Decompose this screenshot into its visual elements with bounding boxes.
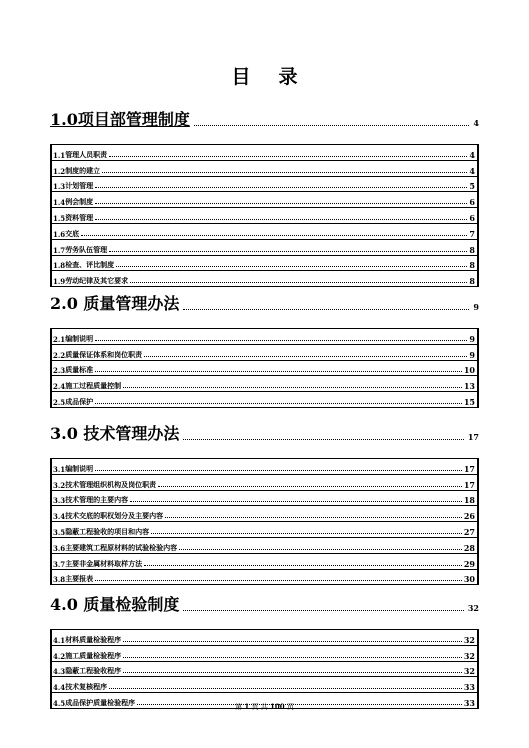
entry-page-number: 18 [463,495,475,506]
entry-page-number: 7 [469,228,475,239]
section-title: 1.0项目部管理制度 [50,110,190,129]
toc-entry[interactable] [52,271,477,286]
entry-page-number: 30 [463,574,475,585]
entry-number: 2.3 [53,366,66,376]
entry-number: 3.7 [53,559,66,569]
toc-entry[interactable] [52,345,477,361]
entry-page-number: 17 [463,479,475,490]
dot-leader [95,203,467,204]
entry-number: 4.1 [53,635,66,645]
entry-label: 劳动纪律及其它要求 [65,276,129,286]
entry-page-number: 6 [469,197,475,208]
dot-leader [102,172,467,173]
entry-label: 隐蔽工程验收的项目和内容 [65,526,150,536]
entry-number: 3.4 [53,512,66,522]
section-page-number: 17 [467,432,479,442]
section-page-number: 4 [473,118,479,128]
toc-entry[interactable] [52,256,477,272]
section-heading[interactable] [50,108,479,130]
entry-label: 质量保证体系和岗位职责 [65,349,143,359]
dot-leader [95,371,462,372]
entry-label: 隐蔽工程验收程序 [65,666,122,676]
toc-entry[interactable] [52,554,477,570]
section-page-number: 32 [467,603,479,613]
dot-leader [109,156,467,157]
entry-label: 编制说明 [65,463,94,473]
entry-number: 2.2 [53,350,66,360]
entry-number: 1.3 [53,182,66,192]
section-item-list [50,458,479,585]
entry-page-number: 15 [463,396,475,407]
entry-number: 1.6 [53,229,66,239]
entry-label: 主要非金属材料取样方法 [65,558,143,568]
entry-page-number: 6 [469,212,475,223]
entry-number: 2.5 [53,397,66,407]
toc-entry[interactable] [52,522,477,538]
toc-entry[interactable] [52,475,477,491]
toc-entry[interactable] [52,224,477,240]
dot-leader [130,282,467,283]
entry-label: 资料管理 [65,212,94,222]
entry-label: 施工过程质量控制 [65,381,122,391]
entry-label: 主要建筑工程原材料的试验检验内容 [65,542,178,552]
page-footer [0,702,529,712]
entry-number: 3.8 [53,575,66,585]
entry-number: 4.5 [53,698,66,708]
entry-page-number: 32 [463,634,475,645]
entry-number: 2.1 [53,334,66,344]
entry-page-number: 9 [469,333,475,344]
section-heading[interactable] [50,422,479,444]
toc-section [50,422,479,585]
toc-entry[interactable] [52,570,477,585]
entry-number: 1.9 [53,277,66,287]
toc-entry[interactable] [52,630,477,646]
toc-section [50,292,479,408]
entry-page-number: 8 [469,260,475,271]
footer-prefix: 第 [235,703,243,711]
entry-label: 管理人员职责 [65,149,108,159]
toc-entry[interactable] [52,376,477,392]
entry-page-number: 10 [463,365,475,376]
dot-leader [109,688,462,689]
footer-suffix: 页 [286,703,294,711]
toc-entry[interactable] [52,506,477,522]
entry-number: 4.2 [53,651,66,661]
dot-leader [144,565,462,566]
entry-page-number: 32 [463,650,475,661]
entry-label: 编制说明 [65,333,94,343]
entry-label: 劳务队伍管理 [65,244,108,254]
dot-leader [123,641,462,642]
toc-entry[interactable] [52,208,477,224]
toc-entry[interactable] [52,240,477,256]
entry-label: 技术管理的主要内容 [65,495,129,505]
dot-leader [183,610,463,611]
entry-page-number: 33 [463,697,475,708]
dot-leader [130,501,462,502]
entry-number: 3.1 [53,464,66,474]
toc-section [50,593,479,709]
toc-entry[interactable] [52,361,477,377]
toc-entry[interactable] [52,177,477,193]
toc-title [0,62,529,89]
dot-leader [95,403,462,404]
toc-entry[interactable] [52,192,477,208]
entry-page-number: 26 [463,511,475,522]
entry-label: 例会制度 [65,197,94,207]
entry-label: 主要报表 [65,574,94,584]
footer-total-pages: 100 [269,702,285,711]
entry-number: 1.7 [53,245,66,255]
toc-entry[interactable] [52,491,477,507]
section-title: 2.0 质量管理办法 [50,294,180,313]
entry-label: 技术交底的职权划分及主要内容 [65,511,164,521]
entry-label: 技术复核程序 [65,682,108,692]
dot-leader [144,356,467,357]
section-title: 4.0 质量检验制度 [50,595,180,614]
dot-leader [194,125,470,126]
entry-number: 3.3 [53,496,66,506]
footer-current-page: 1 [244,702,250,711]
toc-entry[interactable] [52,646,477,662]
toc-entry[interactable] [52,538,477,554]
dot-leader [95,470,462,471]
dot-leader [183,309,469,310]
dot-leader [123,387,462,388]
section-item-list [50,328,479,408]
entry-number: 1.1 [53,150,66,160]
entry-label: 制度的建立 [65,165,101,175]
dot-leader [95,187,467,188]
entry-label: 技术管理组织机构及岗位职责 [65,479,157,489]
entry-page-number: 27 [463,526,475,537]
toc-entry[interactable] [52,677,477,693]
toc-title-char-1: 目 [231,66,251,88]
entry-page-number: 5 [469,181,475,192]
section-heading[interactable] [50,292,479,314]
section-item-list [50,144,479,287]
section-item-list [50,629,479,709]
toc-entry[interactable] [52,329,477,345]
entry-page-number: 32 [463,666,475,677]
entry-number: 4.3 [53,667,66,677]
entry-number: 1.2 [53,166,66,176]
entry-label: 质量标准 [65,365,94,375]
entry-page-number: 17 [463,463,475,474]
entry-number: 3.2 [53,480,66,490]
entry-page-number: 33 [463,682,475,693]
dot-leader [95,340,467,341]
entry-page-number: 28 [463,542,475,553]
dot-leader [158,486,462,487]
dot-leader [116,266,467,267]
section-heading[interactable] [50,593,479,615]
entry-page-number: 4 [469,165,475,176]
dot-leader [81,235,467,236]
entry-number: 3.5 [53,527,66,537]
toc-entry[interactable] [52,392,477,407]
entry-number: 1.8 [53,261,66,271]
entry-page-number: 8 [469,244,475,255]
entry-label: 成品保护质量检验程序 [65,697,136,707]
section-page-number: 9 [473,302,479,312]
entry-number: 4.4 [53,683,66,693]
entry-label: 施工质量检验程序 [65,650,122,660]
entry-page-number: 9 [469,349,475,360]
entry-label: 材料质量检验程序 [65,634,122,644]
entry-label: 检查、评比制度 [65,260,115,270]
entry-number: 3.6 [53,543,66,553]
toc-entry[interactable] [52,662,477,678]
toc-entry[interactable] [52,459,477,475]
dot-leader [183,439,463,440]
dot-leader [151,533,462,534]
toc-entry[interactable] [52,145,477,161]
dot-leader [95,580,462,581]
footer-middle: 页 共 [251,703,268,711]
entry-number: 2.4 [53,382,66,392]
dot-leader [109,251,467,252]
entry-label: 计划管理 [65,181,94,191]
dot-leader [123,672,462,673]
dot-leader [123,657,462,658]
toc-section [50,108,479,287]
entry-number: 1.5 [53,213,66,223]
entry-label: 成品保护 [65,396,94,406]
entry-label: 交底 [65,228,80,238]
entry-page-number: 29 [463,558,475,569]
dot-leader [165,517,462,518]
entry-page-number: 13 [463,381,475,392]
toc-entry[interactable] [52,161,477,177]
toc-title-char-2: 录 [278,66,298,88]
section-title: 3.0 技术管理办法 [50,424,180,443]
entry-page-number: 4 [469,149,475,160]
dot-leader [179,549,462,550]
entry-number: 1.4 [53,198,66,208]
entry-page-number: 8 [469,276,475,287]
dot-leader [95,219,467,220]
